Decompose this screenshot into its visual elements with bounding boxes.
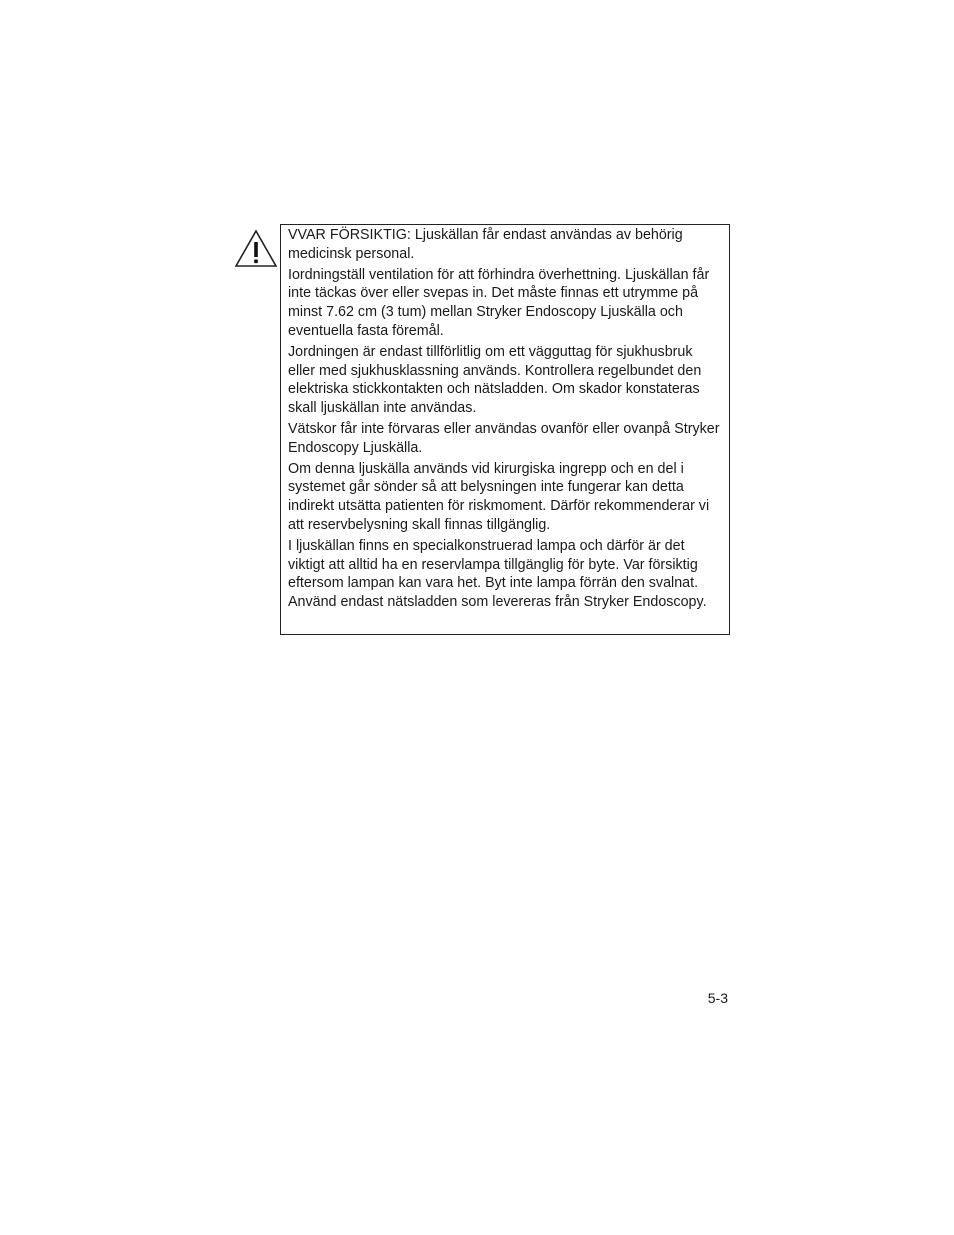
warning-triangle-icon bbox=[234, 229, 278, 269]
warning-paragraph-backup-lighting: Om denna ljuskälla används vid kirurgiska ingrepp och en del i systemet går sönder så att belysningen inte fungerar kan detta indirekt utsätta patienten för riskmoment. Därför rekommenderar vi att reservbelysning skall finnas tillgänglig. bbox=[288, 460, 710, 533]
warning-paragraph-spare-lamp: I ljuskällan finns en specialkonstruerad lampa och därför är det viktigt att alltid ha en reservlampa tillgänglig för byte. Var försiktig eftersom lampan kan vara het. Byt inte lampa förrän den svalnat. Använd endast nätsladden som levereras från Stryker Endoscopy. bbox=[288, 537, 707, 611]
warning-paragraph-liquids: Vätskor får inte förvaras eller användas ovanför eller ovanpå Stryker Endoscopy Ljuskälla. bbox=[288, 420, 720, 456]
warning-paragraph-ventilation: Iordningställ ventilation för att förhindra överhettning. Ljuskällan får inte täckas över eller svepas in. Det måste finnas ett utrymme på minst 7.62 cm (3 tum) mellan Stryker Endoscopy Ljuskälla och eventuella fasta föremål. bbox=[288, 266, 710, 339]
warning-paragraph-grounding: Jordningen är endast tillförlitlig om ett vägguttag för sjukhusbruk eller med sjukhusklassning används. Kontrollera regelbundet den elektriska stickkontakten och nätsladden. Om skador konstateras skall ljuskällan inte användas. bbox=[288, 343, 702, 417]
page-number: 5-3 bbox=[707, 990, 728, 1006]
warning-box bbox=[280, 224, 730, 635]
warning-paragraph-authorized-personnel: VVAR FÖRSIKTIG: Ljuskällan får endast användas av behörig medicinsk personal. bbox=[288, 227, 683, 262]
